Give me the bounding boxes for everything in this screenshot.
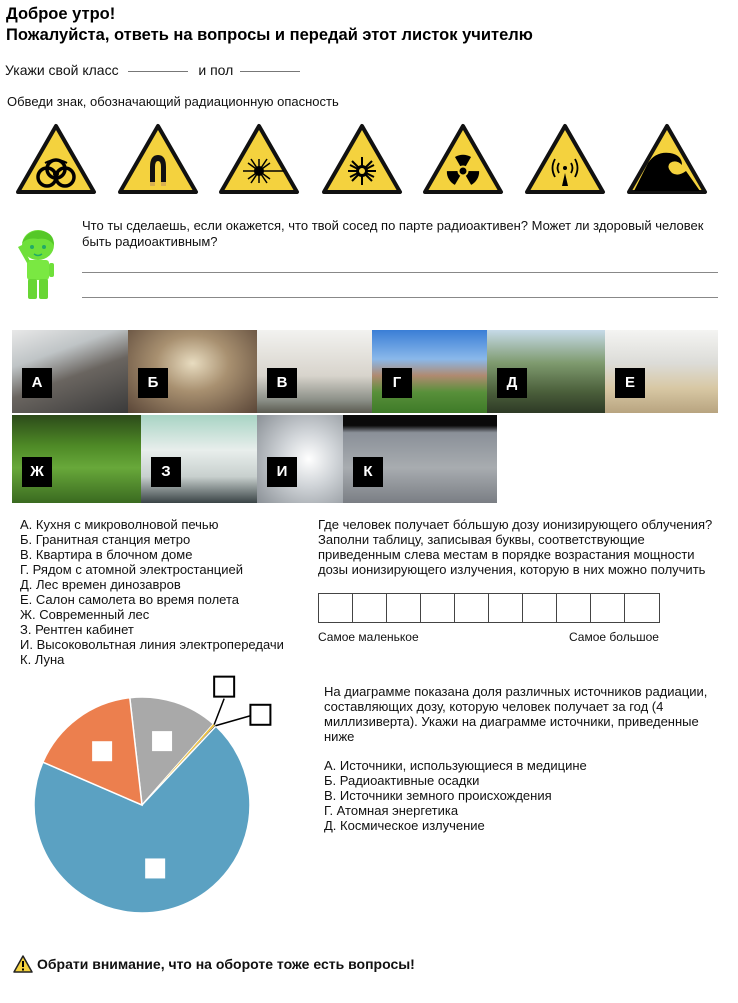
scale-max-label: Самое большое <box>569 630 659 644</box>
photo-letter-label: З <box>151 457 181 487</box>
photo-letter-label: Ж <box>22 457 52 487</box>
answer-cell[interactable] <box>421 594 455 622</box>
answer-cell[interactable] <box>319 594 353 622</box>
hazard-sign[interactable] <box>321 123 403 200</box>
places-list-item: Г. Рядом с атомной электростанцией <box>20 562 243 577</box>
photo-letter-label: Б <box>138 368 168 398</box>
photo-letter-label: Г <box>382 368 412 398</box>
radiation-source-item: Б. Радиоактивные осадки <box>324 773 480 788</box>
dose-question <box>318 517 736 577</box>
instruction-heading: Пожалуйста, ответь на вопросы и передай этот листок учителю <box>6 26 533 44</box>
answer-cell[interactable] <box>591 594 625 622</box>
photo-metro-station <box>128 330 257 413</box>
photo-dinosaur-forest <box>487 330 605 413</box>
leader-line <box>214 699 224 725</box>
answer-line-1[interactable] <box>82 272 718 273</box>
radiation-sources-pie-chart <box>0 675 300 935</box>
biohazard-icon <box>15 123 97 195</box>
photo-letter-label: К <box>353 457 383 487</box>
class-label: Укажи свой класс <box>5 62 119 78</box>
pie-answer-box[interactable] <box>250 705 270 725</box>
dose-question-instructions: Заполни таблицу, записывая буквы, соответствующие приведенным слева местам в порядке возрастания мощности дозы ионизирующего излучения, которую в них можно получить <box>318 532 706 577</box>
tsunami-wave-icon <box>626 123 708 195</box>
places-list-item: Б. Гранитная станция метро <box>20 532 191 547</box>
places-list-item: А. Кухня с микроволновой печью <box>20 517 219 532</box>
photo-moon-astronaut <box>343 415 497 503</box>
pie-answer-box[interactable] <box>145 858 165 878</box>
pie-question-text: На диаграмме показана доля различных источников радиации, составляющих дозу, которую человек получает за год (4 миллизиверта). Укажи на диаграмме источники, приведенные ниже <box>324 684 708 744</box>
photo-power-line <box>257 415 343 503</box>
places-list-item: Ж. Современный лес <box>20 607 150 622</box>
places-list-item: В. Квартира в блочном доме <box>20 547 193 562</box>
hazard-sign[interactable] <box>524 123 606 200</box>
places-list-item: И. Высоковольтная линия электропередачи <box>20 637 284 652</box>
answer-line-2[interactable] <box>82 297 718 298</box>
photo-letter-label: Д <box>497 368 527 398</box>
leader-line <box>215 716 250 726</box>
photo-xray-room <box>141 415 257 503</box>
places-list-item: З. Рентген кабинет <box>20 622 134 637</box>
pie-answer-box[interactable] <box>214 677 234 697</box>
photo-letter-label: Е <box>615 368 645 398</box>
signs-prompt: Обведи знак, обозначающий радиационную опасность <box>7 94 339 109</box>
places-list-item: Д. Лес времен динозавров <box>20 577 181 592</box>
neighbor-question-text: Что ты сделаешь, если окажется, что твой сосед по парте радиоактивен? Может ли здоровый человек быть радиоактивным? <box>82 218 704 249</box>
pie-answer-box[interactable] <box>92 741 112 761</box>
radiation-source-item: А. Источники, использующиеся в медицине <box>324 758 587 773</box>
footer-note <box>13 955 415 973</box>
greeting-heading: Доброе утро! <box>6 5 116 23</box>
places-list <box>20 517 284 667</box>
green-boy-illustration <box>8 225 68 305</box>
pie-answer-box[interactable] <box>152 731 172 751</box>
radiation-source-item: В. Источники земного происхождения <box>324 788 552 803</box>
answer-cell[interactable] <box>353 594 387 622</box>
hazard-sign[interactable] <box>626 123 708 200</box>
answer-cell[interactable] <box>523 594 557 622</box>
photo-letter-label: А <box>22 368 52 398</box>
radiation-sources-list <box>324 758 587 833</box>
gender-label: и пол <box>198 62 234 78</box>
class-gender-row <box>5 63 300 78</box>
answer-cell[interactable] <box>557 594 591 622</box>
hazard-sign[interactable] <box>422 123 504 200</box>
gender-field[interactable] <box>240 71 300 72</box>
photo-apartment-blocks <box>257 330 372 413</box>
dose-question-line1: Где человек получает бо́льшую дозу ионизирующего облучения? <box>318 517 713 532</box>
hazard-sign[interactable] <box>218 123 300 200</box>
photo-nuclear-plant <box>372 330 487 413</box>
radiation-source-item: Г. Атомная энергетика <box>324 803 459 818</box>
footer-note-text: Обрати внимание, что на обороте тоже есть вопросы! <box>37 956 415 972</box>
magnet-icon <box>117 123 199 195</box>
warning-icon <box>13 955 33 973</box>
answer-cell[interactable] <box>489 594 523 622</box>
photo-letter-label: И <box>267 457 297 487</box>
class-field[interactable] <box>128 71 188 72</box>
answer-cell[interactable] <box>387 594 421 622</box>
photo-letter-label: В <box>267 368 297 398</box>
optical-radiation-icon <box>321 123 403 195</box>
answer-cell[interactable] <box>625 594 659 622</box>
radiation-source-item: Д. Космическое излучение <box>324 818 485 833</box>
laser-icon <box>218 123 300 195</box>
scale-min-label: Самое маленькое <box>318 630 419 644</box>
hazard-sign[interactable] <box>15 123 97 200</box>
photo-microwave-kitchen <box>12 330 128 413</box>
places-list-item: Е. Салон самолета во время полета <box>20 592 240 607</box>
photo-airplane-cabin <box>605 330 718 413</box>
radiation-icon <box>422 123 504 195</box>
answer-cell[interactable] <box>455 594 489 622</box>
photo-modern-forest <box>12 415 141 503</box>
hazard-sign[interactable] <box>117 123 199 200</box>
non-ionizing-radiation-icon <box>524 123 606 195</box>
ordering-answer-table <box>318 593 660 623</box>
places-list-item: К. Луна <box>20 652 65 667</box>
